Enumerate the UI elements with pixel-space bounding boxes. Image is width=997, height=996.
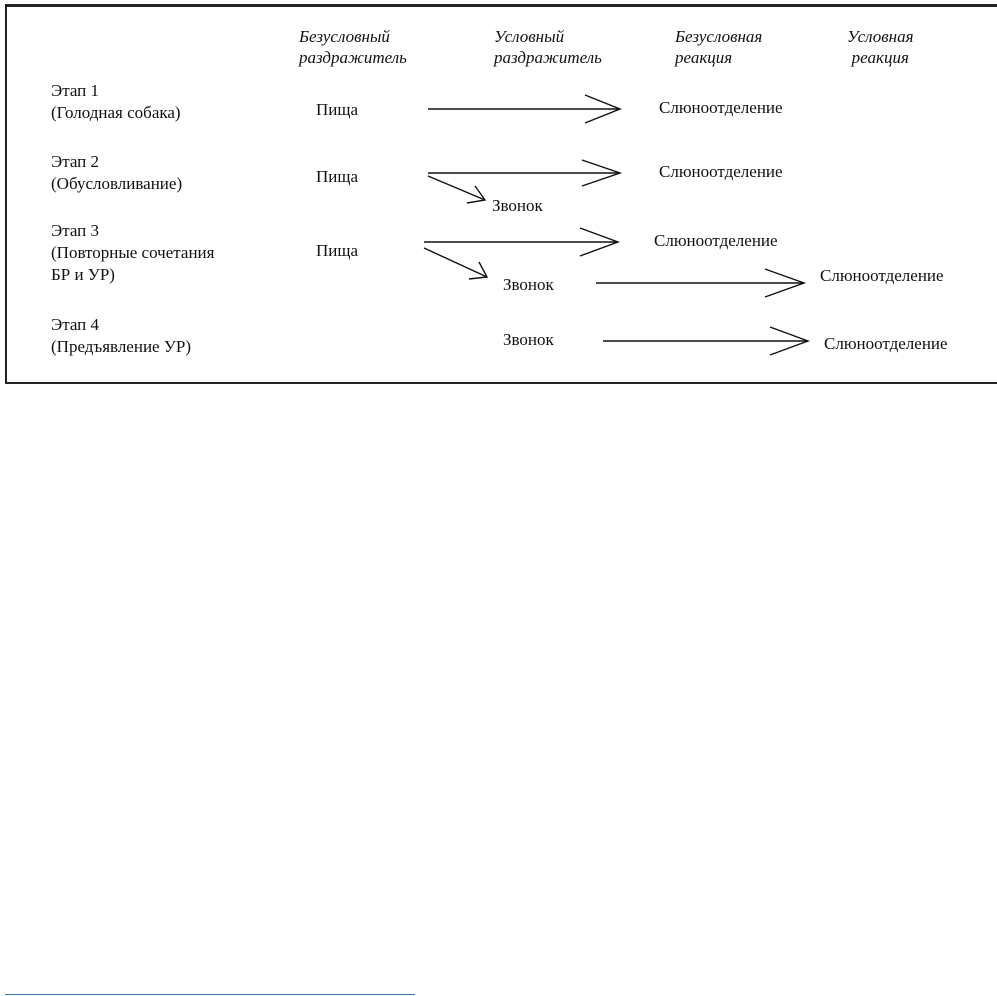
stage-3-food: Пища	[316, 241, 359, 260]
header-line: раздражитель	[494, 48, 602, 67]
header-line: реакция	[851, 48, 909, 67]
stage-title: Этап 4	[51, 315, 100, 334]
header-line: Безусловный	[299, 27, 390, 46]
stage-3-bell-to-salivation-arrow	[596, 269, 804, 297]
stage-description: (Повторные сочетания	[51, 243, 215, 262]
stage-4-conditioned-salivation: Слюноотделение	[824, 334, 948, 353]
stage-2-salivation: Слюноотделение	[659, 162, 783, 181]
header-line: раздражитель	[299, 48, 407, 67]
stage-title: Этап 2	[51, 152, 100, 171]
stage-1-salivation: Слюноотделение	[659, 98, 783, 117]
stage-1-food-to-salivation-arrow	[428, 95, 620, 123]
stage-title: Этап 1	[51, 81, 100, 100]
stage-3-bell: Звонок	[503, 275, 554, 294]
stage-3-food-to-bell-arrow	[424, 248, 487, 279]
stage-3-salivation: Слюноотделение	[654, 231, 778, 250]
arrows-layer	[0, 0, 997, 400]
header-line: Условная	[847, 27, 914, 46]
stage-4-bell: Звонок	[503, 330, 554, 349]
stage-3-food-to-salivation-arrow	[424, 228, 618, 256]
header-line: реакция	[675, 48, 733, 67]
stage-2-food: Пища	[316, 167, 359, 186]
stage-description: БР и УР)	[51, 265, 115, 284]
stage-1-food: Пища	[316, 100, 359, 119]
header-line: Условный	[494, 27, 565, 46]
stage-description: (Предъявление УР)	[51, 337, 191, 356]
header-line: Безусловная	[675, 27, 763, 46]
stage-title: Этап 3	[51, 221, 100, 240]
stage-2-food-to-salivation-arrow	[428, 160, 620, 186]
stage-2-bell: Звонок	[492, 196, 543, 215]
stage-3-conditioned-salivation: Слюноотделение	[820, 266, 944, 285]
stage-description: (Голодная собака)	[51, 103, 181, 122]
stage-description: (Обусловливание)	[51, 174, 183, 193]
stage-2-food-to-bell-arrow	[428, 176, 485, 203]
stage-4-bell-to-salivation-arrow	[603, 327, 808, 355]
footnote-rule	[5, 994, 415, 995]
